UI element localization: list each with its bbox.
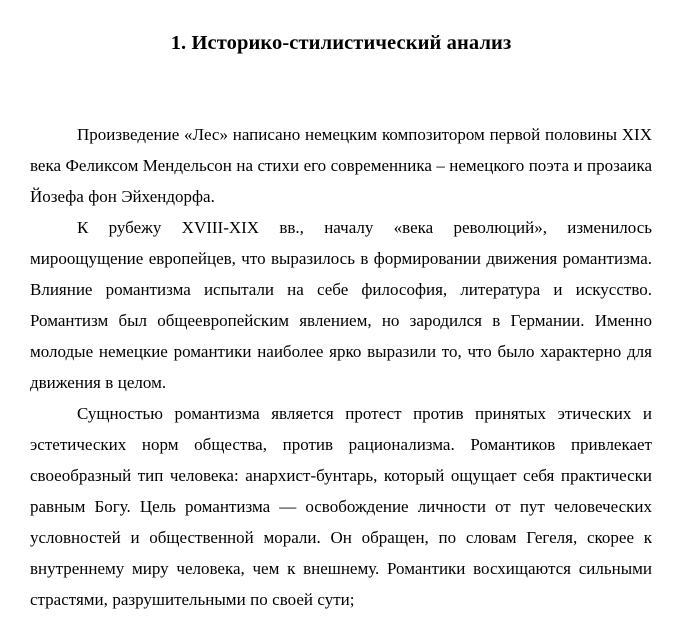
- paragraph: Сущностью романтизма является протест против принятых этических и эстетических норм общества, против рационализма. Романтиков привлекает своеобразный тип человека: анархист-бунтарь, который ощущает себя практически равным Богу. Цель романтизма — освобождение личности от пут человеческих условностей и общественной морали. Он обращен, по словам Гегеля, скорее к внутреннему миру человека, чем к внешнему. Романтики восхищаются сильными страстями, разрушительными по своей сути;: [30, 403, 652, 609]
- paragraph: Произведение «Лес» написано немецким композитором первой половины XIX века Феликсом Мендельсон на стихи его современника – немецкого поэта и прозаика Йозефа фон Эйхендорфа.: [30, 124, 652, 206]
- page-title: 1. Историко-стилистический анализ: [170, 32, 512, 54]
- document-body: [30, 119, 652, 615]
- paragraph: К рубежу XVIII-XIX вв., началу «века революций», изменилось мироощущение европейцев, что выразилось в формировании движения романтизма. Влияние романтизма испытали на себе философия, литература и искусство. Романтизм был общеевропейским явлением, но зародился в Германии. Именно молодые немецкие романтики наиболее ярко выразили то, что было характерно для движения в целом.: [30, 217, 652, 392]
